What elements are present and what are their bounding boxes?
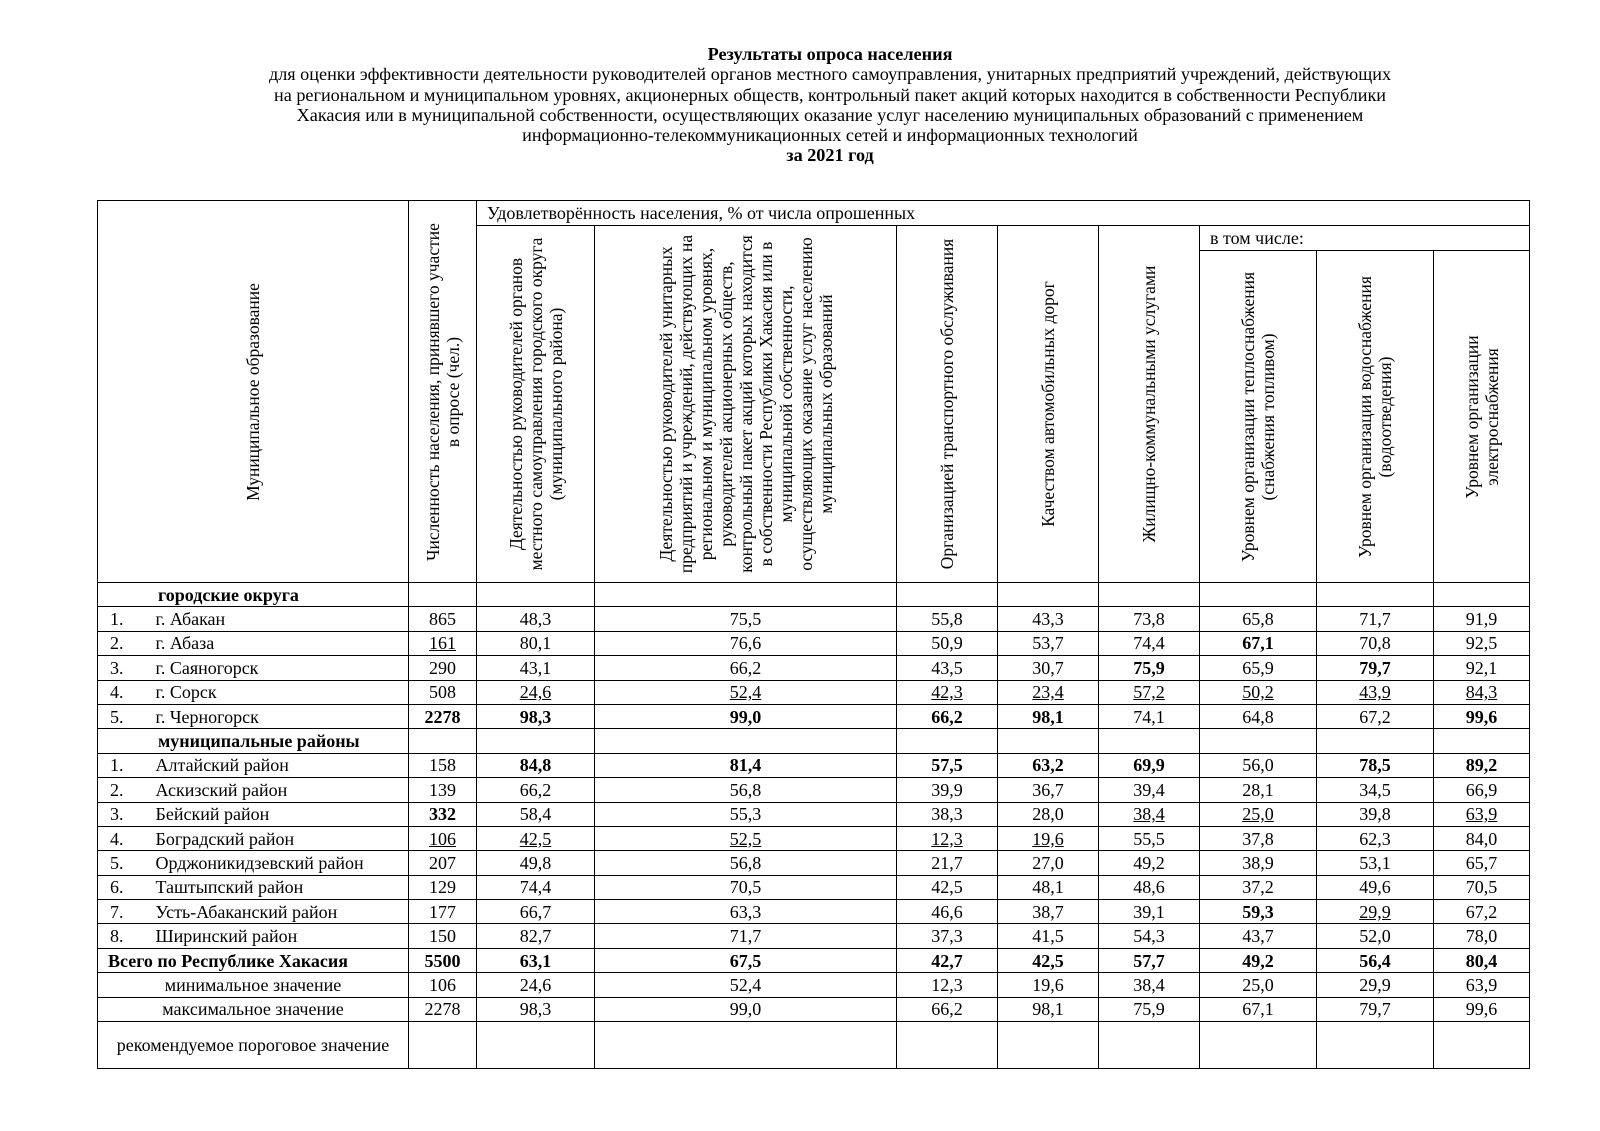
satisfaction-value: 63,2 — [998, 753, 1099, 777]
row-number: 4. — [98, 826, 144, 850]
satisfaction-value: 76,6 — [595, 631, 897, 655]
satisfaction-value: 79,7 — [1317, 656, 1434, 680]
empty-cell — [897, 1022, 998, 1069]
population-value: 161 — [409, 631, 477, 655]
table-row — [98, 924, 1530, 948]
satisfaction-value: 66,7 — [477, 900, 595, 924]
satisfaction-value: 49,8 — [477, 851, 595, 875]
satisfaction-value: 66,2 — [897, 704, 998, 728]
row-number: 6. — [98, 875, 144, 899]
header-col-housing: Жилищно-коммунальными услугами — [1099, 226, 1200, 583]
municipality-name: Боградский район — [144, 826, 409, 850]
municipality-name: г. Саяногорск — [144, 656, 409, 680]
satisfaction-value: 48,1 — [998, 875, 1099, 899]
satisfaction-value: 49,2 — [1099, 851, 1200, 875]
report-year: за 2021 год — [786, 145, 874, 166]
satisfaction-value: 63,9 — [1434, 802, 1530, 826]
satisfaction-value: 70,5 — [1434, 875, 1530, 899]
table-row — [98, 656, 1530, 680]
satisfaction-value: 75,9 — [1099, 656, 1200, 680]
satisfaction-value: 62,3 — [1317, 826, 1434, 850]
satisfaction-value: 65,7 — [1434, 851, 1530, 875]
empty-cell — [409, 583, 477, 607]
satisfaction-value: 41,5 — [998, 924, 1099, 948]
empty-cell — [1099, 583, 1200, 607]
subtitle-line: информационно-телекоммуникационных сетей и информационных технологий — [522, 125, 1138, 146]
total-value: 80,4 — [1434, 948, 1530, 972]
satisfaction-value: 91,9 — [1434, 607, 1530, 631]
header-including: в том числе: — [1200, 226, 1530, 251]
satisfaction-value: 43,3 — [998, 607, 1099, 631]
satisfaction-value: 42,3 — [897, 680, 998, 704]
satisfaction-value: 56,8 — [595, 778, 897, 802]
satisfaction-value: 63,3 — [595, 900, 897, 924]
satisfaction-value: 89,2 — [1434, 753, 1530, 777]
satisfaction-value: 84,0 — [1434, 826, 1530, 850]
table-row — [98, 826, 1530, 850]
empty-cell — [595, 1022, 897, 1069]
header-col-water: Уровнем организации водоснабжения (водоотведения) — [1317, 251, 1434, 583]
min-population: 106 — [409, 973, 477, 997]
max-label: максимальное значение — [98, 997, 409, 1021]
total-value: 63,1 — [477, 948, 595, 972]
municipality-name: г. Абакан — [144, 607, 409, 631]
threshold-row — [98, 1022, 1530, 1069]
satisfaction-value: 37,2 — [1200, 875, 1317, 899]
satisfaction-value: 38,7 — [998, 900, 1099, 924]
header-municipality: Муниципальное образование — [98, 201, 409, 583]
empty-cell — [998, 729, 1099, 753]
satisfaction-value: 66,2 — [595, 656, 897, 680]
header-col-transport: Организацией транспортного обслуживания — [897, 226, 998, 583]
row-number: 2. — [98, 778, 144, 802]
satisfaction-value: 74,4 — [477, 875, 595, 899]
document-header — [100, 44, 1560, 166]
document-title: Результаты опроса населения — [707, 44, 953, 64]
section-header-row — [98, 583, 1530, 607]
max-value: 99,6 — [1434, 997, 1530, 1021]
table-row — [98, 753, 1530, 777]
satisfaction-value: 75,5 — [595, 607, 897, 631]
satisfaction-value: 57,5 — [897, 753, 998, 777]
max-value: 79,7 — [1317, 997, 1434, 1021]
empty-cell — [1434, 1022, 1530, 1069]
population-value: 150 — [409, 924, 477, 948]
satisfaction-value: 49,6 — [1317, 875, 1434, 899]
satisfaction-value: 55,3 — [595, 802, 897, 826]
satisfaction-value: 70,8 — [1317, 631, 1434, 655]
satisfaction-value: 99,6 — [1434, 704, 1530, 728]
satisfaction-value: 38,3 — [897, 802, 998, 826]
municipality-name: Ширинский район — [144, 924, 409, 948]
min-label: минимальное значение — [98, 973, 409, 997]
empty-cell — [595, 729, 897, 753]
satisfaction-value: 80,1 — [477, 631, 595, 655]
empty-cell — [409, 1022, 477, 1069]
table-row — [98, 802, 1530, 826]
threshold-label: рекомендуемое пороговое значение — [98, 1022, 409, 1069]
satisfaction-value: 42,5 — [477, 826, 595, 850]
header-col-electricity: Уровнем организации электроснабжения — [1434, 251, 1530, 583]
empty-cell — [1317, 729, 1434, 753]
satisfaction-value: 43,9 — [1317, 680, 1434, 704]
municipality-name: Аскизский район — [144, 778, 409, 802]
satisfaction-value: 52,4 — [595, 680, 897, 704]
satisfaction-value: 92,5 — [1434, 631, 1530, 655]
satisfaction-value: 57,2 — [1099, 680, 1200, 704]
satisfaction-value: 55,5 — [1099, 826, 1200, 850]
row-number: 4. — [98, 680, 144, 704]
satisfaction-value: 98,1 — [998, 704, 1099, 728]
min-value: 52,4 — [595, 973, 897, 997]
table-row — [98, 704, 1530, 728]
empty-cell — [1317, 1022, 1434, 1069]
min-value: 25,0 — [1200, 973, 1317, 997]
total-row — [98, 948, 1530, 972]
empty-cell — [477, 583, 595, 607]
min-value: 63,9 — [1434, 973, 1530, 997]
satisfaction-value: 24,6 — [477, 680, 595, 704]
population-value: 158 — [409, 753, 477, 777]
satisfaction-value: 58,4 — [477, 802, 595, 826]
satisfaction-value: 28,1 — [1200, 778, 1317, 802]
satisfaction-value: 43,5 — [897, 656, 998, 680]
header-col-heating: Уровнем организации теплоснабжения (снабжения топливом) — [1200, 251, 1317, 583]
satisfaction-value: 38,9 — [1200, 851, 1317, 875]
empty-cell — [409, 729, 477, 753]
max-value: 66,2 — [897, 997, 998, 1021]
satisfaction-value: 48,6 — [1099, 875, 1200, 899]
population-value: 508 — [409, 680, 477, 704]
table-row — [98, 631, 1530, 655]
population-value: 177 — [409, 900, 477, 924]
empty-cell — [1434, 729, 1530, 753]
total-value: 49,2 — [1200, 948, 1317, 972]
satisfaction-value: 43,7 — [1200, 924, 1317, 948]
satisfaction-value: 53,7 — [998, 631, 1099, 655]
header-col-local-government: Деятельностью руководителей органов местного самоуправления городского округа (муниципального района) — [477, 226, 595, 583]
satisfaction-value: 71,7 — [1317, 607, 1434, 631]
header-satisfaction: Удовлетворённость населения, % от числа опрошенных — [477, 201, 1530, 226]
satisfaction-value: 37,8 — [1200, 826, 1317, 850]
population-value: 865 — [409, 607, 477, 631]
min-value: 29,9 — [1317, 973, 1434, 997]
satisfaction-value: 50,2 — [1200, 680, 1317, 704]
satisfaction-value: 59,3 — [1200, 900, 1317, 924]
empty-cell — [477, 1022, 595, 1069]
municipality-name: Бейский район — [144, 802, 409, 826]
satisfaction-value: 34,5 — [1317, 778, 1434, 802]
min-value: 38,4 — [1099, 973, 1200, 997]
empty-cell — [477, 729, 595, 753]
municipality-name: г. Абаза — [144, 631, 409, 655]
subtitle-line: для оценки эффективности деятельности руководителей органов местного самоуправления, унитарных предприятий учреждений, действующих — [268, 64, 1392, 85]
empty-cell — [998, 583, 1099, 607]
satisfaction-value: 42,5 — [897, 875, 998, 899]
table-row — [98, 778, 1530, 802]
empty-cell — [1200, 583, 1317, 607]
section-label: городские округа — [98, 583, 409, 607]
subtitle-line: Хакасия или в муниципальной собственности, осуществляющих оказание услуг населению муниципальных образований с применением — [296, 104, 1364, 125]
max-value: 67,1 — [1200, 997, 1317, 1021]
empty-cell — [897, 729, 998, 753]
max-value: 98,3 — [477, 997, 595, 1021]
satisfaction-value: 56,8 — [595, 851, 897, 875]
satisfaction-value: 54,3 — [1099, 924, 1200, 948]
satisfaction-value: 28,0 — [998, 802, 1099, 826]
row-number: 7. — [98, 900, 144, 924]
max-row — [98, 997, 1530, 1021]
empty-cell — [998, 1022, 1099, 1069]
population-value: 129 — [409, 875, 477, 899]
satisfaction-value: 19,6 — [998, 826, 1099, 850]
total-value: 57,7 — [1099, 948, 1200, 972]
satisfaction-value: 99,0 — [595, 704, 897, 728]
total-value: 42,5 — [998, 948, 1099, 972]
satisfaction-value: 56,0 — [1200, 753, 1317, 777]
max-population: 2278 — [409, 997, 477, 1021]
population-value: 290 — [409, 656, 477, 680]
population-value: 332 — [409, 802, 477, 826]
header-population: Численность населения, принявшего участие в опросе (чел.) — [409, 201, 477, 583]
satisfaction-value: 65,8 — [1200, 607, 1317, 631]
population-value: 2278 — [409, 704, 477, 728]
satisfaction-value: 74,1 — [1099, 704, 1200, 728]
row-number: 1. — [98, 753, 144, 777]
min-value: 12,3 — [897, 973, 998, 997]
total-value: 67,5 — [595, 948, 897, 972]
empty-cell — [1099, 729, 1200, 753]
population-value: 106 — [409, 826, 477, 850]
empty-cell — [1317, 583, 1434, 607]
satisfaction-value: 66,9 — [1434, 778, 1530, 802]
satisfaction-value: 71,7 — [595, 924, 897, 948]
subtitle-line: на региональном и муниципальном уровнях, акционерных обществ, контрольный пакет акций которых находится в собственности Республики — [273, 84, 1387, 105]
max-value: 75,9 — [1099, 997, 1200, 1021]
satisfaction-value: 55,8 — [897, 607, 998, 631]
municipality-name: Таштыпский район — [144, 875, 409, 899]
population-value: 207 — [409, 851, 477, 875]
satisfaction-value: 52,0 — [1317, 924, 1434, 948]
municipality-name: г. Черногорск — [144, 704, 409, 728]
max-value: 98,1 — [998, 997, 1099, 1021]
empty-cell — [1434, 583, 1530, 607]
satisfaction-value: 30,7 — [998, 656, 1099, 680]
row-number: 2. — [98, 631, 144, 655]
satisfaction-value: 69,9 — [1099, 753, 1200, 777]
row-number: 3. — [98, 802, 144, 826]
satisfaction-value: 78,0 — [1434, 924, 1530, 948]
population-value: 139 — [409, 778, 477, 802]
satisfaction-value: 64,8 — [1200, 704, 1317, 728]
satisfaction-value: 36,7 — [998, 778, 1099, 802]
header-col-enterprises: Деятельностью руководителей унитарных предприятий и учреждений, действующих на региональном и муниципальном уровнях, руководителей акционерных обществ, контрольный пакет акций которых находится в собственности Республики Хакасия или в муниципальной собственности, осуществляющих оказание услуг населению муниципальных образований — [595, 226, 897, 583]
section-header-row — [98, 729, 1530, 753]
survey-results-table — [97, 200, 1530, 1069]
header-col-roads: Качеством автомобильных дорог — [998, 226, 1099, 583]
satisfaction-value: 73,8 — [1099, 607, 1200, 631]
empty-cell — [595, 583, 897, 607]
section-label: муниципальные районы — [98, 729, 409, 753]
satisfaction-value: 98,3 — [477, 704, 595, 728]
satisfaction-value: 21,7 — [897, 851, 998, 875]
satisfaction-value: 25,0 — [1200, 802, 1317, 826]
row-number: 5. — [98, 704, 144, 728]
satisfaction-value: 70,5 — [595, 875, 897, 899]
satisfaction-value: 37,3 — [897, 924, 998, 948]
min-value: 24,6 — [477, 973, 595, 997]
satisfaction-value: 53,1 — [1317, 851, 1434, 875]
total-value: 56,4 — [1317, 948, 1434, 972]
satisfaction-value: 48,3 — [477, 607, 595, 631]
satisfaction-value: 46,6 — [897, 900, 998, 924]
satisfaction-value: 84,8 — [477, 753, 595, 777]
empty-cell — [1200, 1022, 1317, 1069]
satisfaction-value: 67,1 — [1200, 631, 1317, 655]
satisfaction-value: 39,8 — [1317, 802, 1434, 826]
table-row — [98, 875, 1530, 899]
satisfaction-value: 39,1 — [1099, 900, 1200, 924]
total-value: 42,7 — [897, 948, 998, 972]
municipality-name: Алтайский район — [144, 753, 409, 777]
empty-cell — [1099, 1022, 1200, 1069]
satisfaction-value: 67,2 — [1317, 704, 1434, 728]
satisfaction-value: 27,0 — [998, 851, 1099, 875]
satisfaction-value: 38,4 — [1099, 802, 1200, 826]
max-value: 99,0 — [595, 997, 897, 1021]
min-value: 19,6 — [998, 973, 1099, 997]
satisfaction-value: 39,9 — [897, 778, 998, 802]
satisfaction-value: 65,9 — [1200, 656, 1317, 680]
satisfaction-value: 39,4 — [1099, 778, 1200, 802]
table-row — [98, 900, 1530, 924]
total-population: 5500 — [409, 948, 477, 972]
satisfaction-value: 23,4 — [998, 680, 1099, 704]
table-row — [98, 851, 1530, 875]
table-row — [98, 680, 1530, 704]
satisfaction-value: 12,3 — [897, 826, 998, 850]
row-number: 1. — [98, 607, 144, 631]
satisfaction-value: 84,3 — [1434, 680, 1530, 704]
satisfaction-value: 78,5 — [1317, 753, 1434, 777]
satisfaction-value: 66,2 — [477, 778, 595, 802]
satisfaction-value: 74,4 — [1099, 631, 1200, 655]
min-row — [98, 973, 1530, 997]
table-row — [98, 607, 1530, 631]
row-number: 8. — [98, 924, 144, 948]
municipality-name: г. Сорск — [144, 680, 409, 704]
municipality-name: Усть-Абаканский район — [144, 900, 409, 924]
empty-cell — [897, 583, 998, 607]
satisfaction-value: 29,9 — [1317, 900, 1434, 924]
row-number: 5. — [98, 851, 144, 875]
satisfaction-value: 81,4 — [595, 753, 897, 777]
satisfaction-value: 50,9 — [897, 631, 998, 655]
row-number: 3. — [98, 656, 144, 680]
satisfaction-value: 82,7 — [477, 924, 595, 948]
satisfaction-value: 67,2 — [1434, 900, 1530, 924]
empty-cell — [1200, 729, 1317, 753]
satisfaction-value: 43,1 — [477, 656, 595, 680]
satisfaction-value: 52,5 — [595, 826, 897, 850]
municipality-name: Орджоникидзевский район — [144, 851, 409, 875]
total-label: Всего по Республике Хакасия — [98, 948, 409, 972]
satisfaction-value: 92,1 — [1434, 656, 1530, 680]
